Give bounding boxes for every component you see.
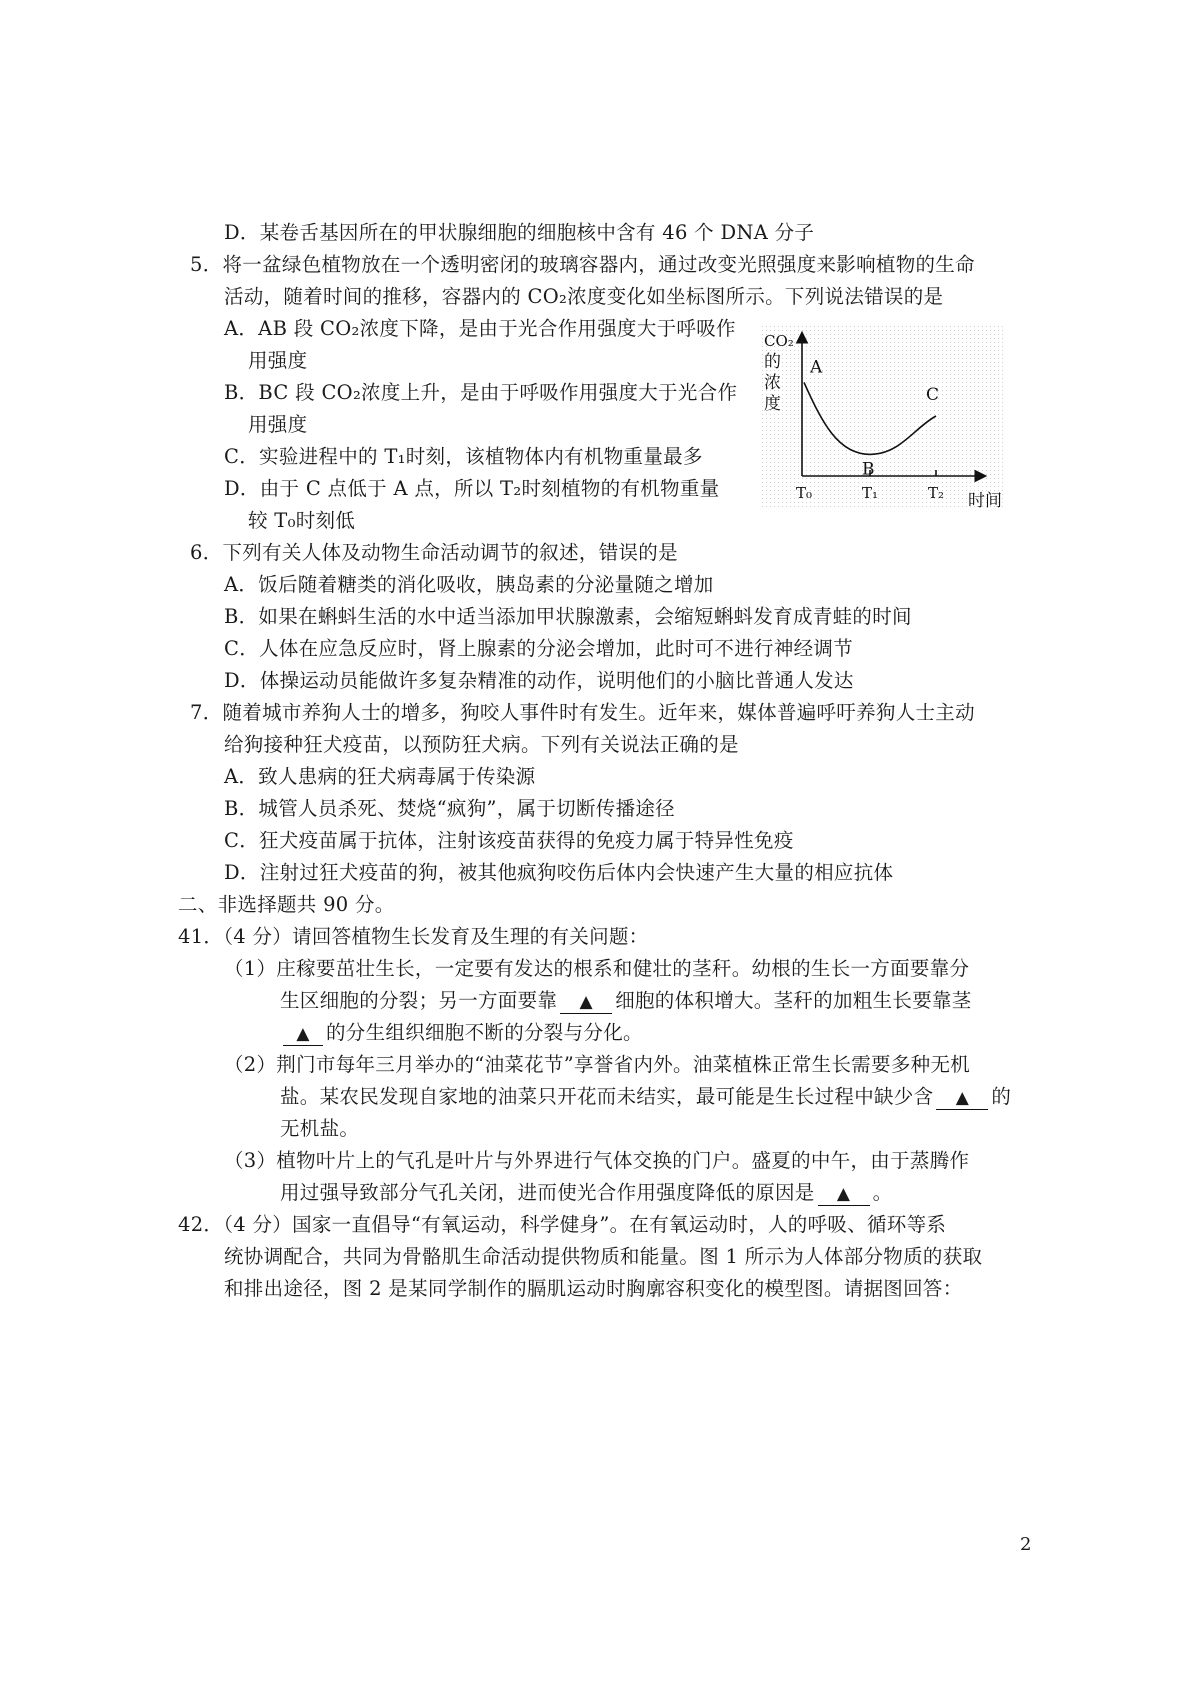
q6-option-c: C．人体在应急反应时，肾上腺素的分泌会增加，此时可不进行神经调节 (224, 637, 854, 660)
y-axis-label-part: CO₂ (764, 332, 794, 350)
q7-option-b: B．城管人员杀死、焚烧“疯狗”，属于切断传播途径 (224, 797, 675, 820)
q42-line2: 统协调配合，共同为骨骼肌生命活动提供物质和能量。图 1 所示为人体部分物质的获取 (224, 1245, 983, 1268)
q6-option-a: A．饭后随着糖类的消化吸收，胰岛素的分泌量随之增加 (224, 573, 714, 596)
y-axis-label-part: 度 (764, 394, 781, 414)
point-label-b: B (862, 459, 875, 480)
answer-blank[interactable]: ▲ (818, 1183, 870, 1206)
q42-line3: 和排出途径，图 2 是某同学制作的膈肌运动时胸廓容积变化的模型图。请据图回答： (224, 1277, 963, 1300)
q41-part1-line2 (280, 986, 972, 1016)
answer-blank[interactable]: ▲ (936, 1087, 988, 1110)
q6-option-d: D．体操运动员能做许多复杂精准的动作，说明他们的小脑比普通人发达 (224, 669, 854, 692)
q41-part2-text: 盐。某农民发现自家地的油菜只开花而未结实，最可能是生长过程中缺少含 (280, 1085, 934, 1108)
q7-option-a: A．致人患病的狂犬病毒属于传染源 (224, 765, 536, 788)
answer-blank[interactable]: ▲ (560, 991, 612, 1014)
q41-part2-line1: （2）荆门市每年三月举办的“油菜花节”享誉省内外。油菜植株正常生长需要多种无机 (224, 1053, 971, 1076)
q6-option-b: B．如果在蝌蚪生活的水中适当添加甲状腺激素，会缩短蝌蚪发育成青蛙的时间 (224, 605, 912, 628)
q41-part2-line3: 无机盐。 (280, 1117, 360, 1140)
co2-concentration-graph (762, 326, 1006, 510)
q5-option-b: B．BC 段 CO₂浓度上升，是由于呼吸作用强度大于光合作 (224, 381, 738, 404)
q7-option-c: C．狂犬疫苗属于抗体，注射该疫苗获得的免疫力属于特异性免疫 (224, 829, 794, 852)
page-number: 2 (1020, 1534, 1032, 1555)
q4-option-d: D．某卷舌基因所在的甲状腺细胞的细胞核中含有 46 个 DNA 分子 (224, 221, 815, 244)
q41-part1-text-b: 细胞的体积增大。茎秆的加粗生长要靠茎 (615, 989, 972, 1012)
q41-part1-text-a: 生区细胞的分裂；另一方面要靠 (280, 989, 558, 1012)
q7-stem-1: 7．随着城市养狗人士的增多，狗咬人事件时有发生。近年来，媒体普遍呼吁养狗人士主动 (190, 701, 975, 724)
q41-part2-end: 的 (991, 1085, 1012, 1108)
q5-stem-2: 活动，随着时间的推移，容器内的 CO₂浓度变化如坐标图所示。下列说法错误的是 (224, 285, 944, 308)
x-tick-label: T₁ (862, 484, 879, 502)
q7-stem-2: 给狗接种狂犬疫苗，以预防狂犬病。下列有关说法正确的是 (224, 733, 739, 756)
q41-part3-line2 (280, 1178, 892, 1208)
q41-part3-end: 。 (872, 1181, 893, 1204)
q5-option-a-cont: 用强度 (248, 349, 308, 372)
y-axis-label-part: 的 (764, 352, 781, 372)
section-two-heading: 二、非选择题共 90 分。 (178, 893, 395, 916)
q41-stem: 41．（4 分）请回答植物生长发育及生理的有关问题： (178, 925, 649, 948)
graph-background (762, 326, 1006, 510)
q41-part3-text: 用过强导致部分气孔关闭，进而使光合作用强度降低的原因是 (280, 1181, 815, 1204)
x-axis-label: 时间 (968, 491, 1002, 510)
q41-part1-text-c: 的分生组织细胞不断的分裂与分化。 (326, 1021, 643, 1044)
q7-option-d: D．注射过狂犬疫苗的狗，被其他疯狗咬伤后体内会快速产生大量的相应抗体 (224, 861, 894, 884)
q5-option-d: D．由于 C 点低于 A 点，所以 T₂时刻植物的有机物重量 (224, 477, 720, 500)
point-label-a: A (810, 357, 823, 378)
q42-line1: 42．（4 分）国家一直倡导“有氧运动，科学健身”。在有氧运动时，人的呼吸、循环等系 (178, 1213, 947, 1236)
q41-part1-line1: （1）庄稼要茁壮生长，一定要有发达的根系和健壮的茎秆。幼根的生长一方面要靠分 (224, 957, 970, 980)
q5-option-a: A．AB 段 CO₂浓度下降，是由于光合作用强度大于呼吸作 (224, 317, 736, 340)
x-tick-label: T₀ (796, 484, 813, 502)
q5-option-c: C．实验进程中的 T₁时刻，该植物体内有机物重量最多 (224, 445, 703, 468)
q41-part1-line3 (280, 1018, 643, 1048)
q41-part2-line2 (280, 1082, 1011, 1112)
point-label-c: C (926, 385, 940, 405)
x-tick-label: T₂ (928, 484, 945, 502)
y-axis-label-part: 浓 (764, 373, 781, 393)
q5-stem-1: 5．将一盆绿色植物放在一个透明密闭的玻璃容器内，通过改变光照强度来影响植物的生命 (190, 253, 975, 276)
q6-stem: 6．下列有关人体及动物生命活动调节的叙述，错误的是 (190, 541, 678, 564)
q5-option-d-cont: 较 T₀时刻低 (248, 509, 356, 532)
answer-blank[interactable]: ▲ (283, 1023, 323, 1046)
q41-part3-line1: （3）植物叶片上的气孔是叶片与外界进行气体交换的门户。盛夏的中午，由于蒸腾作 (224, 1149, 970, 1172)
q5-option-b-cont: 用强度 (248, 413, 308, 436)
